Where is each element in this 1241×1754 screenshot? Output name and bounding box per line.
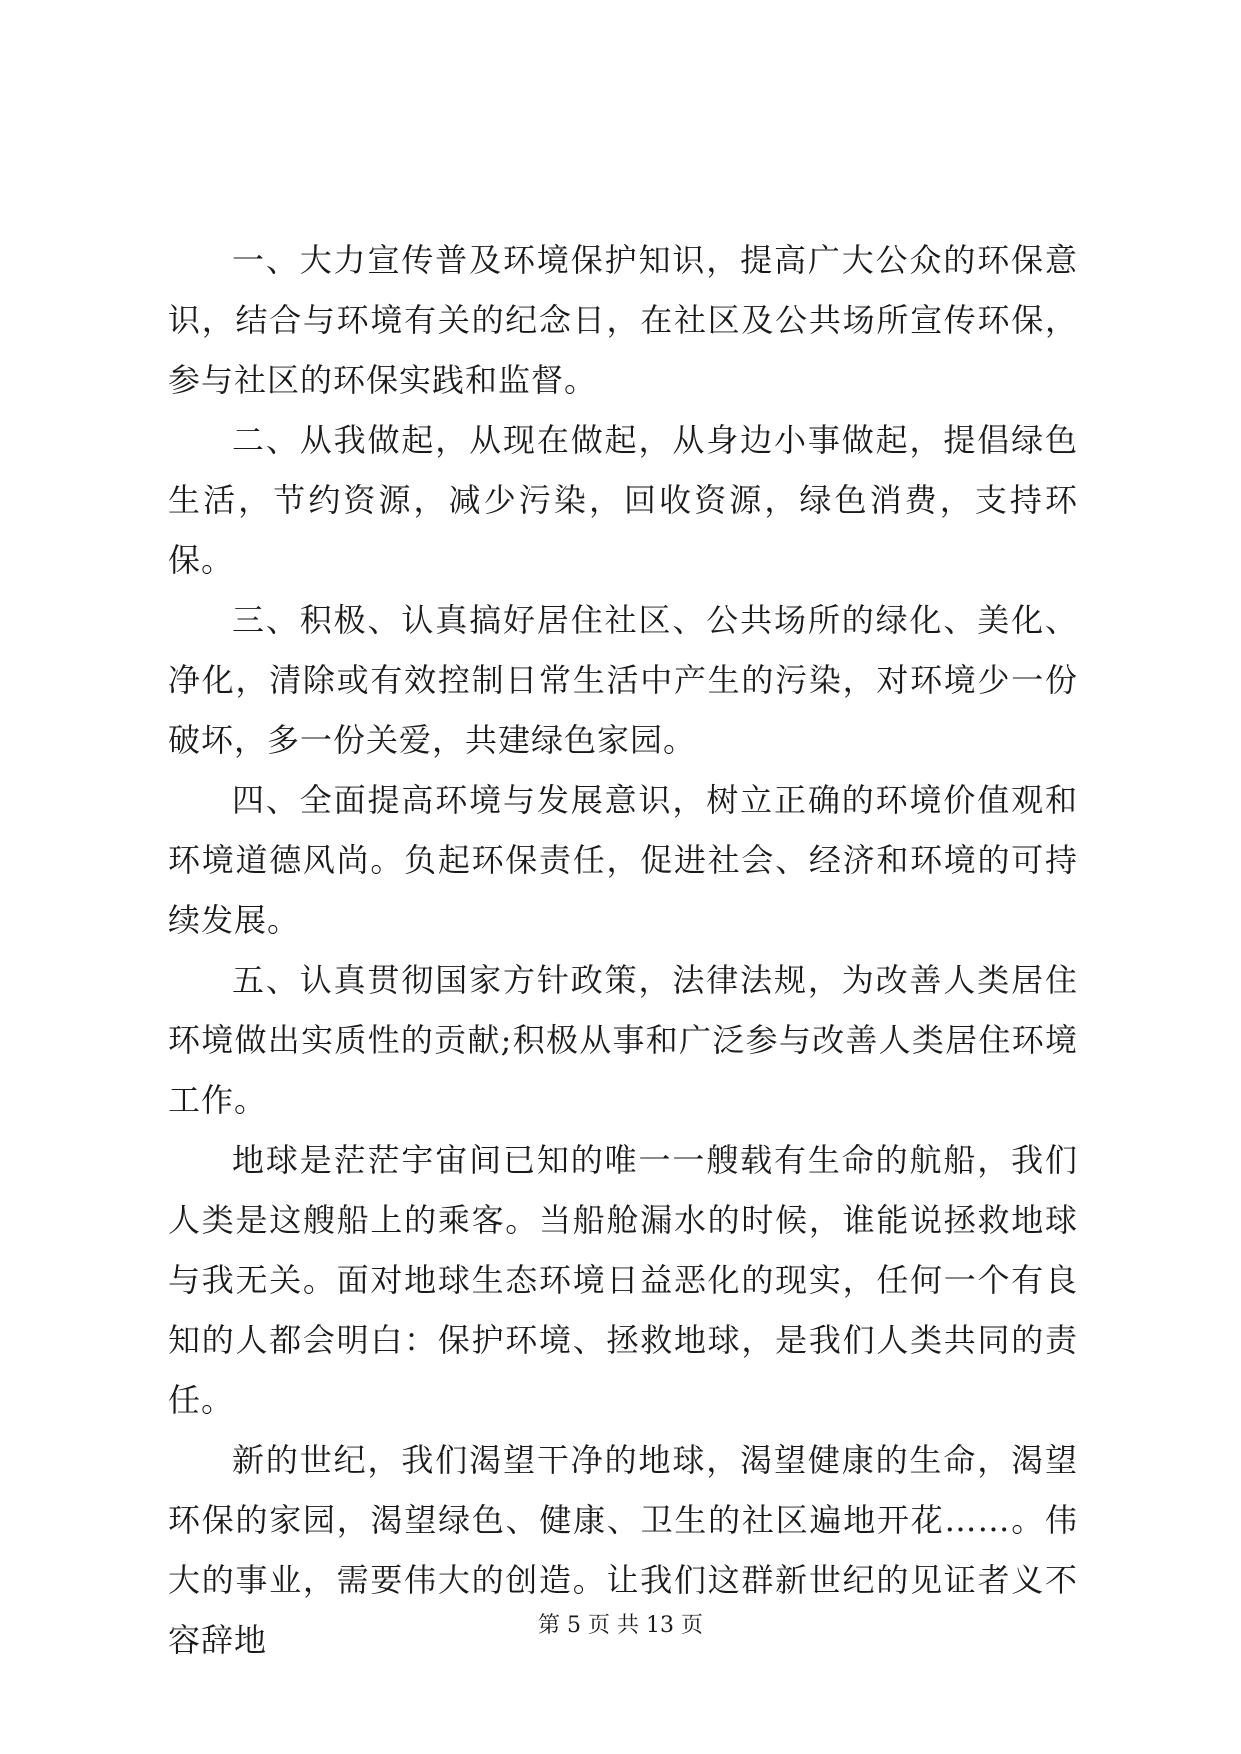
paragraph-2: 二、从我做起，从现在做起，从身边小事做起，提倡绿色生活，节约资源，减少污染，回收资源，绿色消费，支持环保。 — [168, 421, 1078, 579]
paragraph-6: 地球是茫茫宇宙间已知的唯一一艘载有生命的航船，我们人类是这艘船上的乘客。当船舱漏水的时候，谁能说拯救地球与我无关。面对地球生态环境日益恶化的现实，任何一个有良知的人都会明白：保护环境、拯救地球，是我们人类共同的责任。 — [168, 1141, 1078, 1419]
paragraph-3: 三、积极、认真搞好居住社区、公共场所的绿化、美化、净化，清除或有效控制日常生活中产生的污染，对环境少一份破坏，多一份关爱，共建绿色家园。 — [168, 601, 1078, 759]
document-body — [168, 230, 1078, 1670]
paragraph-4: 四、全面提高环境与发展意识，树立正确的环境价值观和环境道德风尚。负起环保责任，促进社会、经济和环境的可持续发展。 — [168, 781, 1078, 939]
paragraph-5: 五、认真贯彻国家方针政策，法律法规，为改善人类居住环境做出实质性的贡献;积极从事和广泛参与改善人类居住环境工作。 — [168, 961, 1078, 1119]
page-footer: 第 5 页 共 13 页 — [538, 1613, 703, 1638]
paragraph-1: 一、大力宣传普及环境保护知识，提高广大公众的环保意识，结合与环境有关的纪念日，在社区及公共场所宣传环保，参与社区的环保实践和监督。 — [168, 241, 1078, 399]
paragraph-7: 新的世纪，我们渴望干净的地球，渴望健康的生命，渴望环保的家园，渴望绿色、健康、卫生的社区遍地开花……。伟大的事业，需要伟大的创造。让我们这群新世纪的见证者义不容辞地 — [168, 1441, 1078, 1659]
